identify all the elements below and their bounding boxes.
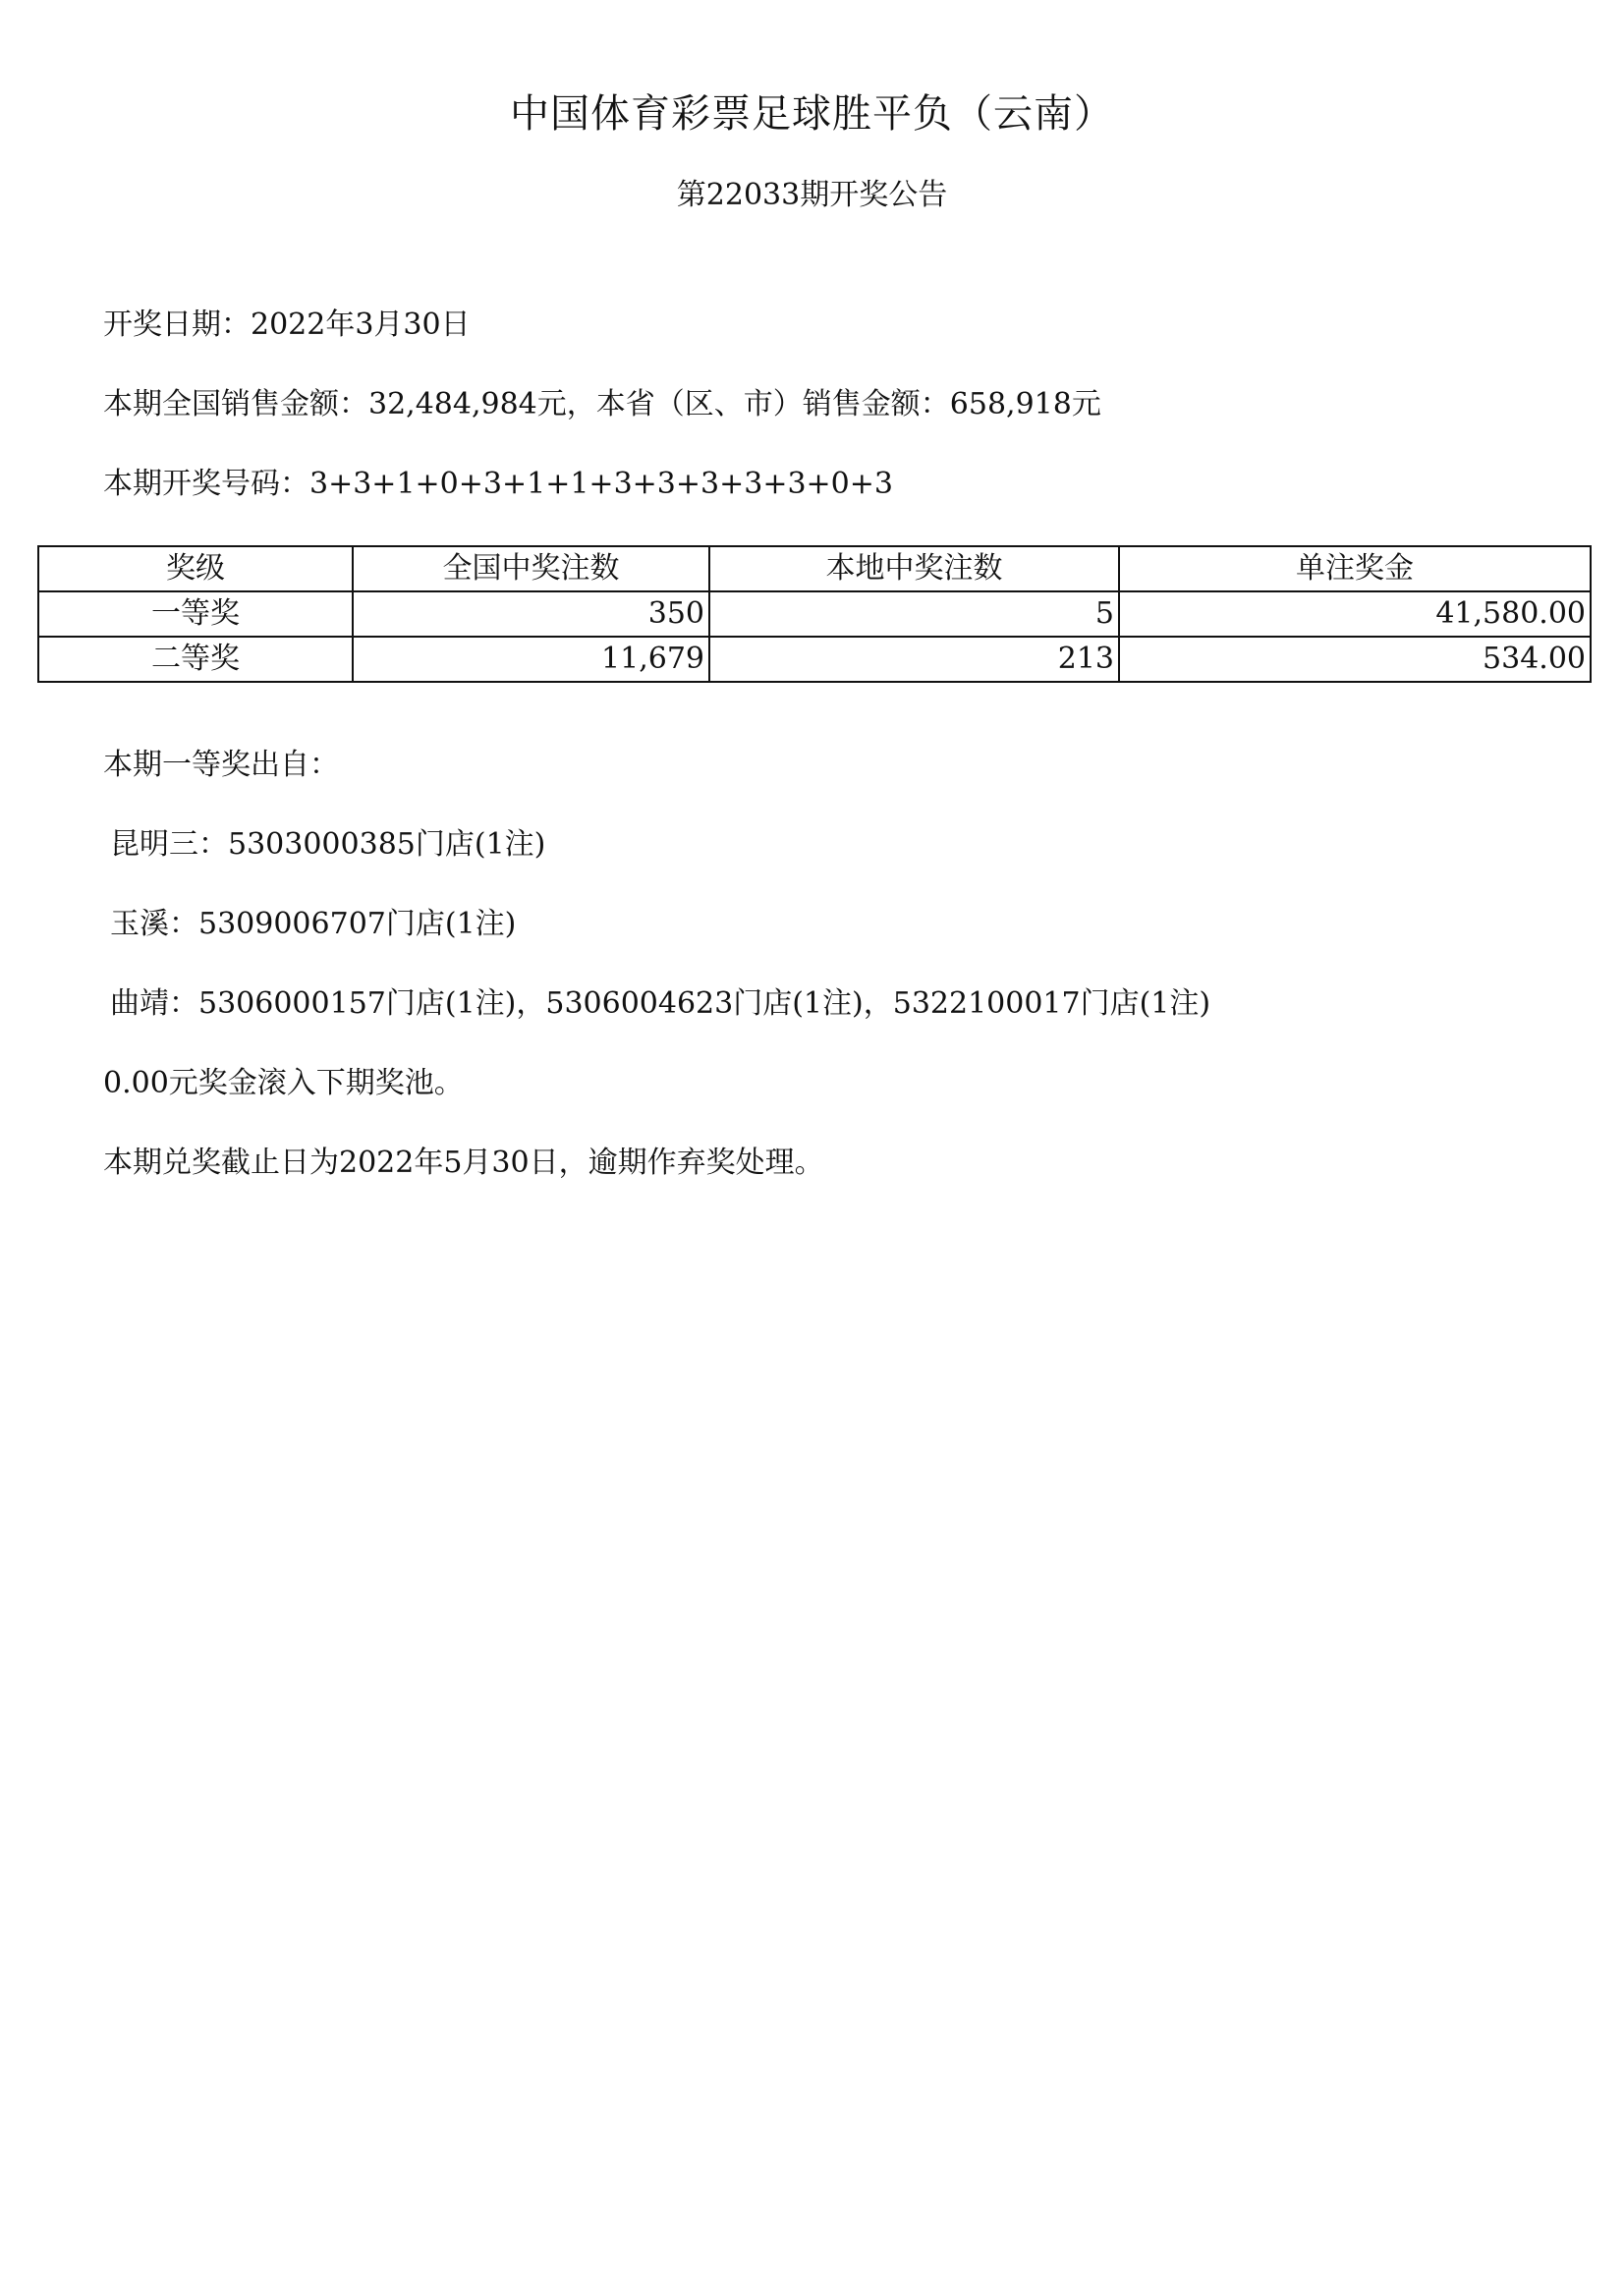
header-local-winners: 本地中奖注数 xyxy=(709,546,1119,591)
national-winners-cell: 11,679 xyxy=(353,637,709,682)
prize-level-cell: 一等奖 xyxy=(38,591,353,637)
draw-date: 开奖日期：2022年3月30日 xyxy=(103,308,471,342)
winner-store-line: 曲靖：5306000157门店(1注)，5306004623门店(1注)，5322100017门店(1注) xyxy=(110,986,1211,1021)
prize-amount-cell: 41,580.00 xyxy=(1119,591,1591,637)
draw-announcement-subtitle: 第22033期开奖公告 xyxy=(676,178,948,212)
rollover-note: 0.00元奖金滚入下期奖池。 xyxy=(103,1066,464,1100)
winner-store-line: 玉溪：5309006707门店(1注) xyxy=(110,907,517,941)
header-prize-amount: 单注奖金 xyxy=(1119,546,1591,591)
local-winners-cell: 213 xyxy=(709,637,1119,682)
draw-numbers: 本期开奖号码：3+3+1+0+3+1+1+3+3+3+3+3+0+3 xyxy=(103,467,893,501)
page-title: 中国体育彩票足球胜平负（云南） xyxy=(510,91,1114,137)
winner-store-line: 昆明三：5303000385门店(1注) xyxy=(110,827,546,862)
prize-level-cell: 二等奖 xyxy=(38,637,353,682)
header-national-winners: 全国中奖注数 xyxy=(353,546,709,591)
sales-amount: 本期全国销售金额：32,484,984元，本省（区、市）销售金额：658,918元 xyxy=(103,387,1101,421)
header-prize-level: 奖级 xyxy=(38,546,353,591)
prize-table xyxy=(37,545,1592,683)
national-winners-cell: 350 xyxy=(353,591,709,637)
first-prize-origin-intro: 本期一等奖出自： xyxy=(103,748,339,782)
claim-deadline-note: 本期兑奖截止日为2022年5月30日，逾期作弃奖处理。 xyxy=(103,1146,824,1180)
table-row xyxy=(38,591,1591,637)
table-header-row xyxy=(38,546,1591,591)
prize-amount-cell: 534.00 xyxy=(1119,637,1591,682)
local-winners-cell: 5 xyxy=(709,591,1119,637)
table-row xyxy=(38,637,1591,682)
